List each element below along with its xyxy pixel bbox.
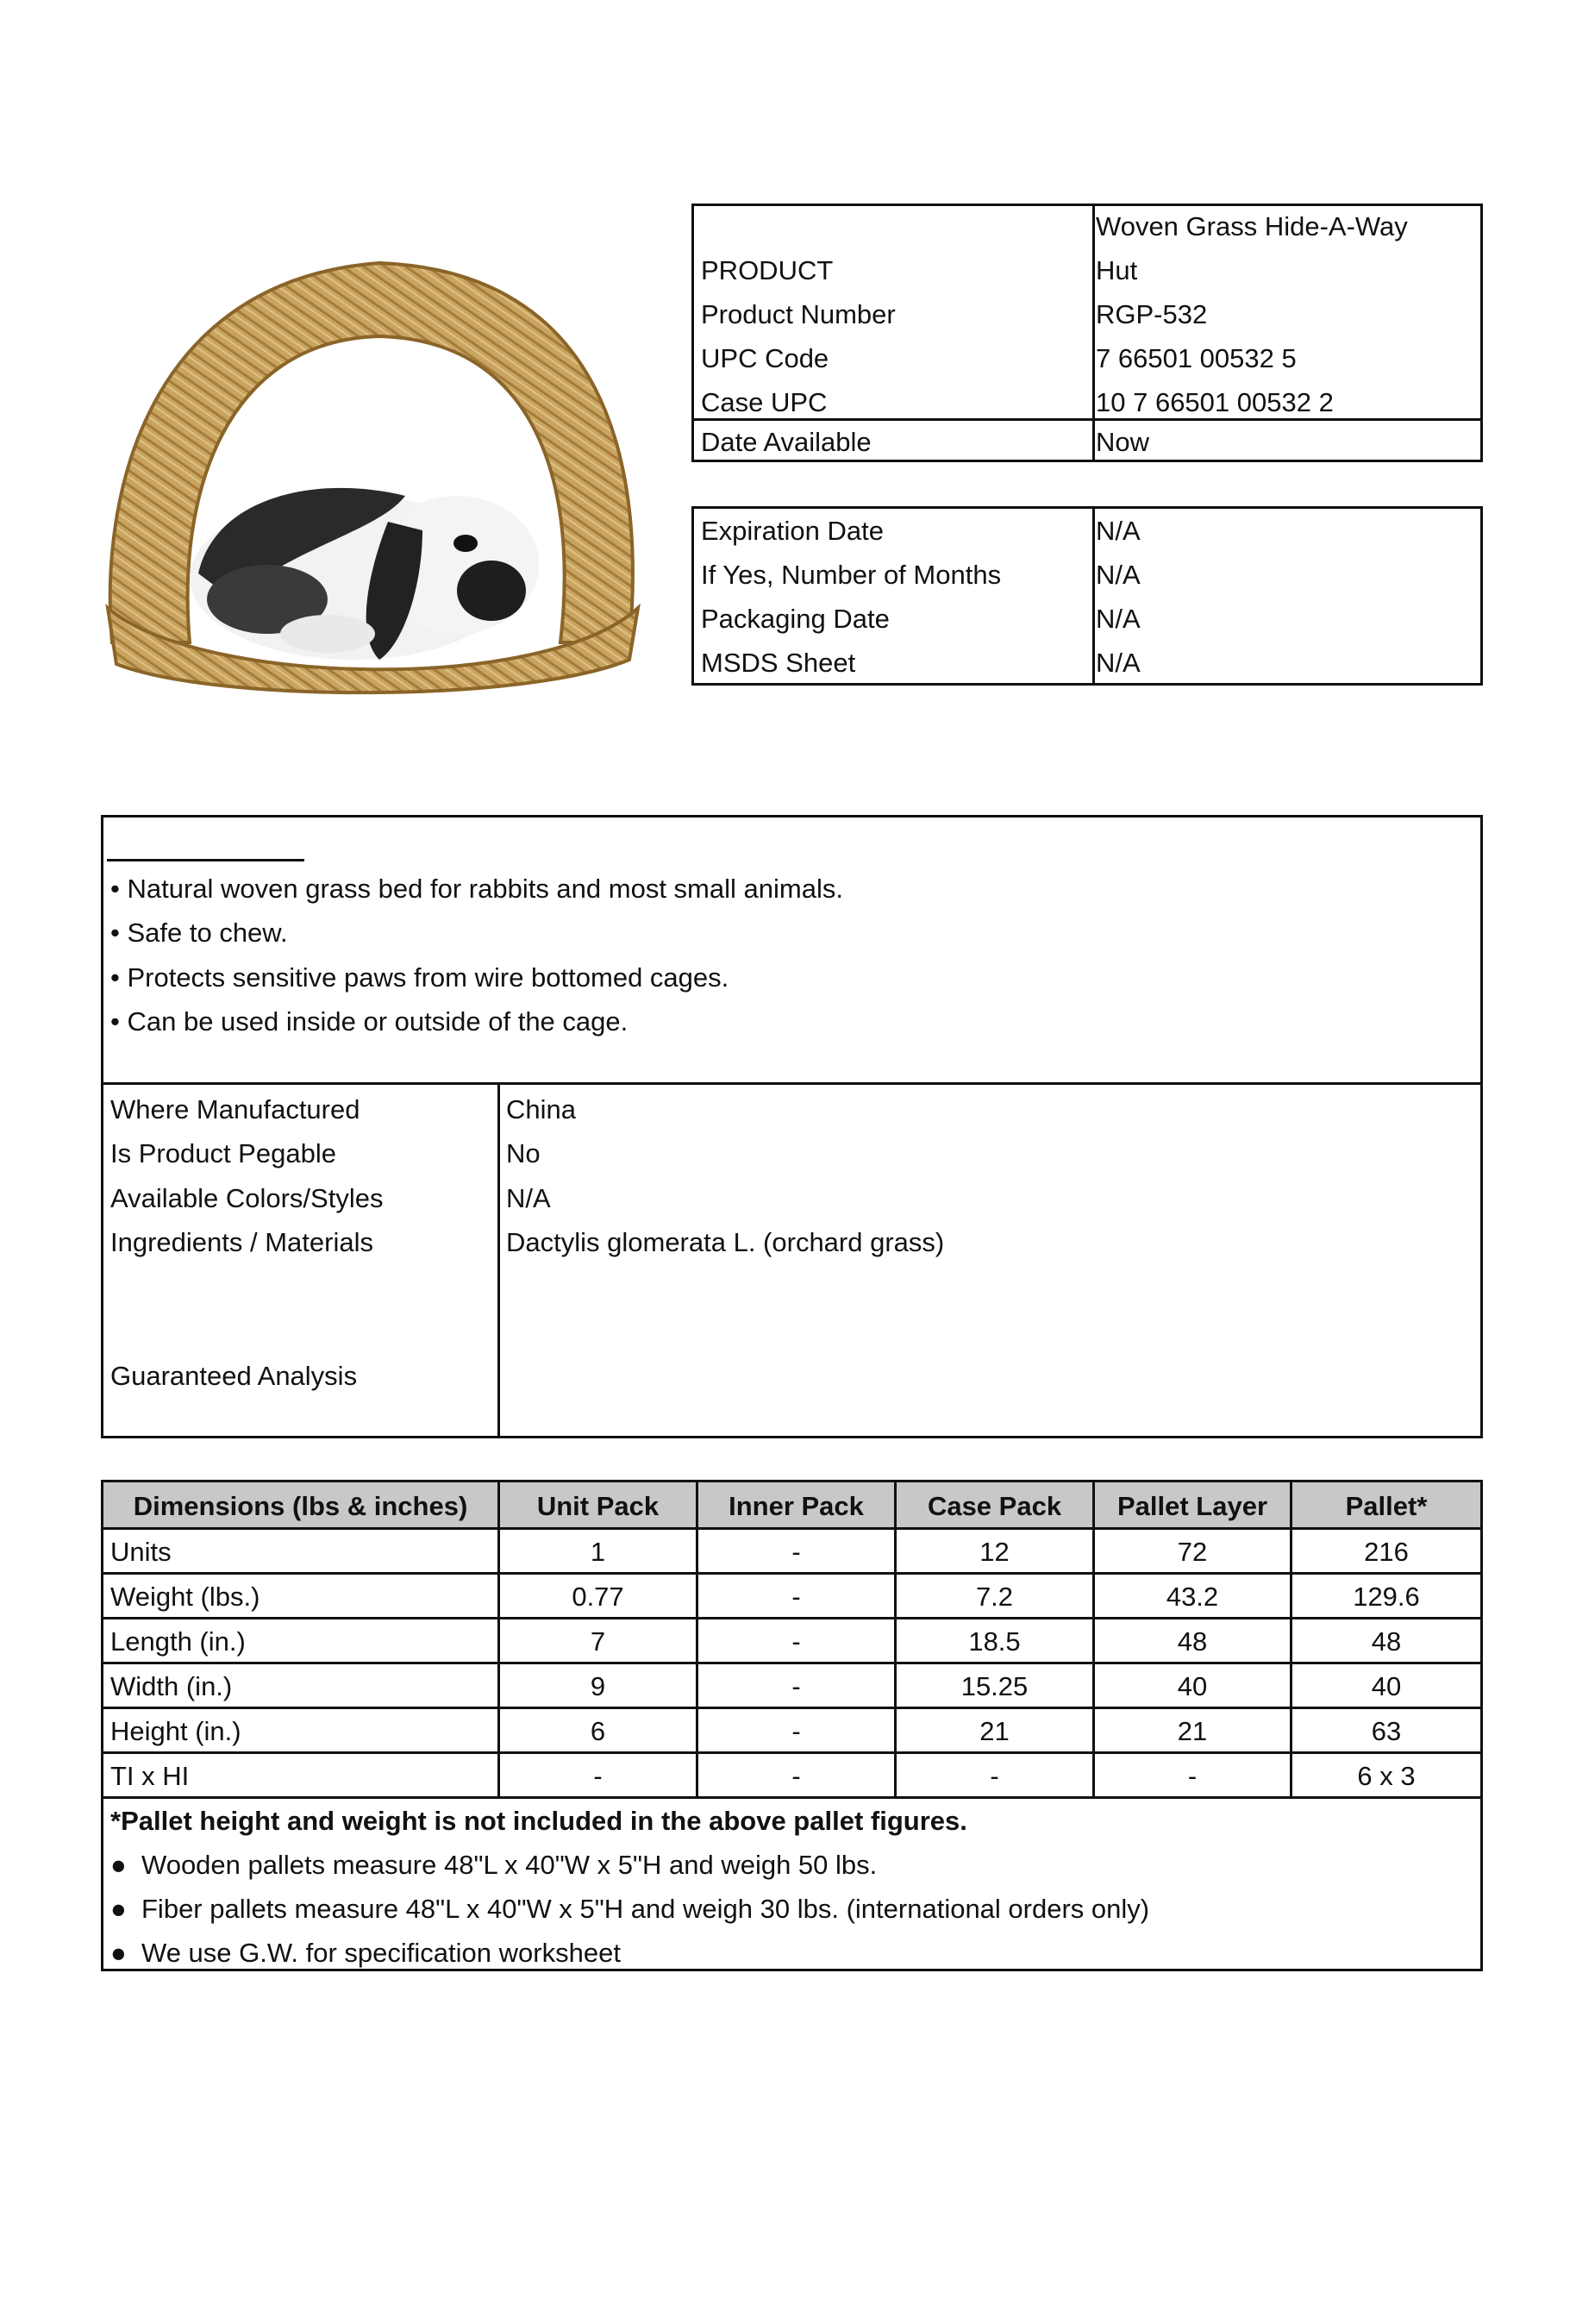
- case-pack-header: Case Pack: [897, 1482, 1092, 1527]
- date-available-label: Date Available: [701, 427, 872, 457]
- table-cell: -: [791, 1671, 801, 1701]
- table-cell: 0.77: [572, 1582, 624, 1612]
- feature-bullet: • Natural woven grass bed for rabbits and most small animals.: [110, 874, 843, 904]
- product-number-label: Product Number: [701, 299, 896, 329]
- pegable-value: No: [506, 1138, 541, 1168]
- dates-table: [691, 506, 1483, 686]
- table-cell: -: [791, 1537, 801, 1567]
- note-item: [110, 1843, 877, 1887]
- note-item: [110, 1931, 621, 1975]
- product-image: [95, 237, 647, 703]
- table-cell: -: [791, 1582, 801, 1612]
- table-cell: 1: [590, 1537, 606, 1567]
- table-cell: 21: [979, 1716, 1010, 1746]
- materials-value: Dactylis glomerata L. (orchard grass): [506, 1227, 945, 1257]
- table-cell: -: [791, 1626, 801, 1657]
- table-cell: -: [1187, 1761, 1198, 1791]
- table-cell: 21: [1177, 1716, 1208, 1746]
- table-cell: 6: [590, 1716, 606, 1746]
- feature-bullet: • Can be used inside or outside of the cage.: [110, 1006, 629, 1037]
- case-upc-label: Case UPC: [701, 387, 828, 417]
- table-cell: -: [791, 1716, 801, 1746]
- table-cell: 15.25: [960, 1671, 1029, 1701]
- product-name-line1: Woven Grass Hide-A-Way: [1096, 211, 1408, 241]
- table-cell: 43.2: [1166, 1582, 1219, 1612]
- bullet-icon: ●: [110, 1938, 127, 1968]
- dimensions-table: [101, 1480, 1483, 1971]
- feature-bullet: • Protects sensitive paws from wire bottomed cages.: [110, 962, 729, 993]
- note-text: Fiber pallets measure 48"L x 40"W x 5"H and weigh 30 lbs. (international orders only): [141, 1894, 1150, 1924]
- expiration-date-value: N/A: [1096, 516, 1141, 546]
- table-cell: 18.5: [968, 1626, 1021, 1657]
- packaging-date-label: Packaging Date: [701, 604, 890, 634]
- months-value: N/A: [1096, 560, 1141, 590]
- note-text: We use G.W. for specification worksheet: [141, 1938, 621, 1968]
- table-cell: -: [990, 1761, 999, 1791]
- upc-code-value: 7 66501 00532 5: [1096, 343, 1297, 373]
- pegable-label: Is Product Pegable: [110, 1138, 336, 1168]
- table-cell: 7.2: [975, 1582, 1014, 1612]
- table-cell: 216: [1364, 1537, 1409, 1567]
- unit-pack-header: Unit Pack: [500, 1482, 696, 1527]
- feature-bullet: • Safe to chew.: [110, 918, 288, 948]
- product-info-table: [691, 204, 1483, 462]
- pallet-note: *Pallet height and weight is not included in the above pallet figures.: [110, 1806, 967, 1836]
- table-cell: -: [593, 1761, 603, 1791]
- table-cell: 129.6: [1353, 1582, 1420, 1612]
- upc-code-label: UPC Code: [701, 343, 829, 373]
- table-cell: 6 x 3: [1357, 1761, 1416, 1791]
- case-upc-value: 10 7 66501 00532 2: [1096, 387, 1334, 417]
- table-cell: 40: [1177, 1671, 1208, 1701]
- date-available-value: Now: [1096, 427, 1150, 457]
- where-manufactured-label: Where Manufactured: [110, 1094, 360, 1124]
- row-label-height: Height (in.): [110, 1716, 241, 1746]
- note-text: Wooden pallets measure 48"L x 40"W x 5"H and weigh 50 lbs.: [141, 1850, 878, 1880]
- months-label: If Yes, Number of Months: [701, 560, 1002, 590]
- row-label-units: Units: [110, 1537, 172, 1567]
- where-manufactured-value: China: [506, 1094, 576, 1124]
- inner-pack-header: Inner Pack: [698, 1482, 894, 1527]
- row-label-length: Length (in.): [110, 1626, 246, 1657]
- description-box: [101, 815, 1483, 1438]
- table-cell: 48: [1371, 1626, 1402, 1657]
- colors-styles-label: Available Colors/Styles: [110, 1183, 384, 1213]
- row-label-ti-hi: TI x HI: [110, 1761, 190, 1791]
- pallet-layer-header: Pallet Layer: [1095, 1482, 1290, 1527]
- materials-label: Ingredients / Materials: [110, 1227, 373, 1257]
- product-label: PRODUCT: [701, 255, 834, 285]
- table-cell: 48: [1177, 1626, 1208, 1657]
- row-label-width: Width (in.): [110, 1671, 233, 1701]
- bullet-icon: ●: [110, 1894, 127, 1924]
- dims-header: Dimensions (lbs & inches): [103, 1482, 497, 1527]
- packaging-date-value: N/A: [1096, 604, 1141, 634]
- product-name-line2: Hut: [1096, 255, 1138, 285]
- msds-value: N/A: [1096, 648, 1141, 678]
- row-label-weight: Weight (lbs.): [110, 1582, 260, 1612]
- bullet-icon: ●: [110, 1850, 127, 1880]
- table-cell: 7: [590, 1626, 606, 1657]
- table-cell: 9: [590, 1671, 606, 1701]
- product-number-value: RGP-532: [1096, 299, 1208, 329]
- table-cell: -: [791, 1761, 801, 1791]
- table-cell: 72: [1177, 1537, 1208, 1567]
- expiration-date-label: Expiration Date: [701, 516, 884, 546]
- colors-styles-value: N/A: [506, 1183, 551, 1213]
- heading-underline: [107, 859, 304, 861]
- table-cell: 40: [1371, 1671, 1402, 1701]
- msds-label: MSDS Sheet: [701, 648, 856, 678]
- note-item: [110, 1887, 1149, 1931]
- table-cell: 63: [1371, 1716, 1402, 1746]
- guaranteed-analysis-label: Guaranteed Analysis: [110, 1361, 358, 1391]
- table-cell: 12: [979, 1537, 1010, 1567]
- rabbit-in-hut-illustration: [95, 237, 647, 703]
- pallet-header: Pallet*: [1292, 1482, 1480, 1527]
